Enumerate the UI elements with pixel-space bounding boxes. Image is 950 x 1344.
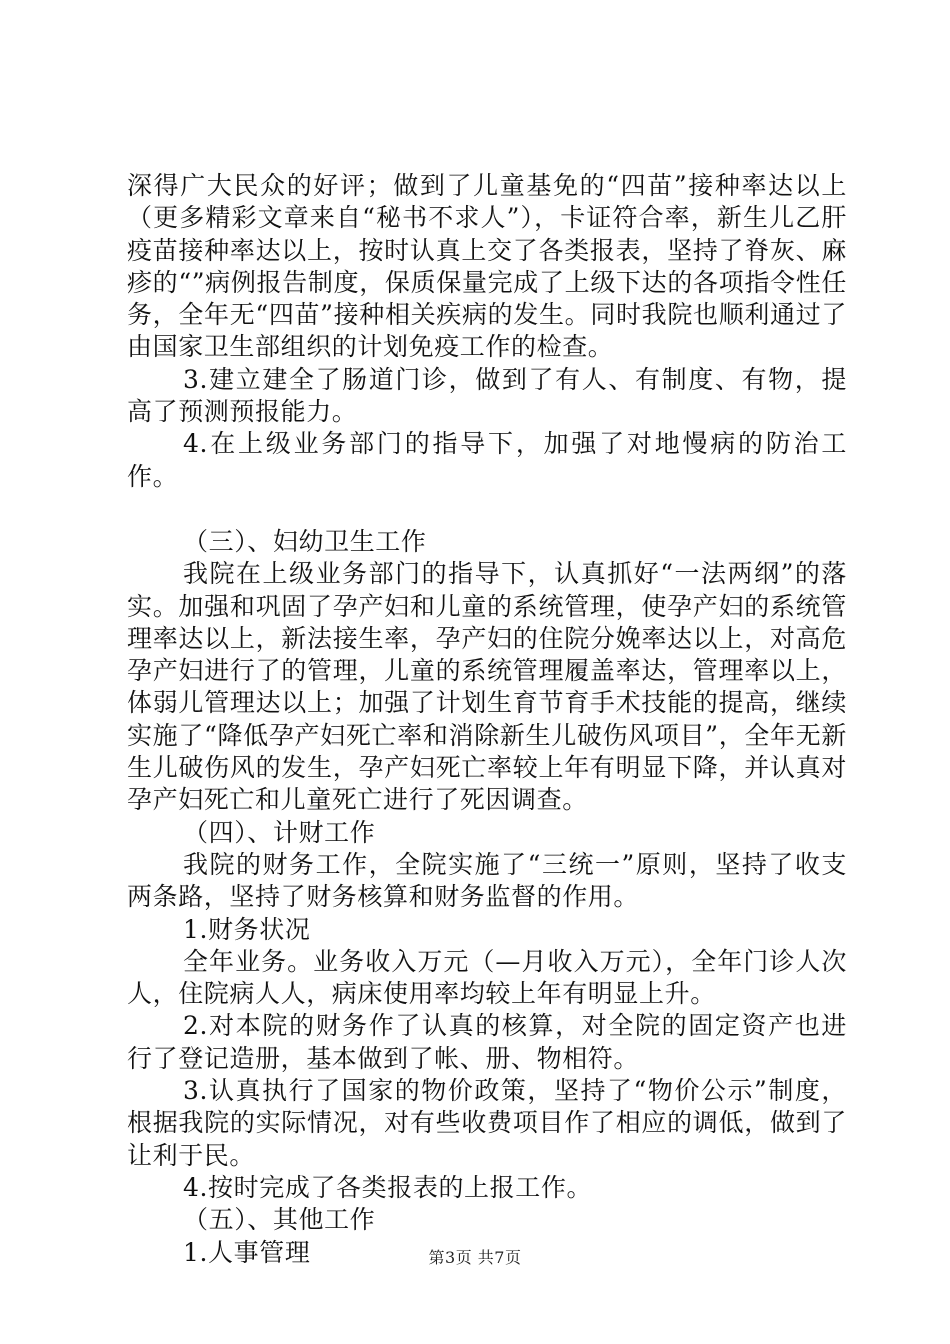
paragraph-item-2-accounting: 2.对本院的财务作了认真的核算，对全院的固定资产也进行了登记造册，基本做到了帐、册、物相符。 [127, 1011, 847, 1073]
page-footer: 第3页 共7页 [428, 1248, 522, 1267]
document-body [127, 170, 847, 1269]
paragraph-immunization-summary: 深得广大民众的好评；做到了儿童基免的“四苗”接种率达以上（更多精彩文章来自“秘书不求人”），卡证符合率，新生儿乙肝疫苗接种率达以上，按时认真上交了各类报表，坚持了脊灰、麻疹的“”病例报告制度，保质保量完成了上级下达的各项指令性任务，全年无“四苗”接种相关疾病的发生。同时我院也顺利通过了由国家卫生部组织的计划免疫工作的检查。 [127, 171, 847, 362]
subheading-financial-status: 1.财务状况 [183, 914, 311, 944]
paragraph-item-3-pricing-policy: 3.认真执行了国家的物价政策，坚持了“物价公示”制度，根据我院的实际情况，对有些收费项目作了相应的调低，做到了让利于民。 [127, 1076, 847, 1170]
paragraph-item-4-reports: 4.按时完成了各类报表的上报工作。 [183, 1172, 593, 1202]
paragraph-finance-overview: 我院的财务工作，全院实施了“三统一”原则，坚持了收支两条路，坚持了财务核算和财务监督的作用。 [127, 849, 847, 912]
paragraph-item-3-intestinal-clinic: 3.建立建全了肠道门诊，做到了有人、有制度、有物，提高了预测预报能力。 [127, 364, 847, 427]
paragraph-item-4-chronic-disease: 4.在上级业务部门的指导下，加强了对地慢病的防治工作。 [127, 429, 847, 491]
subheading-personnel-management: 1.人事管理 [183, 1237, 311, 1267]
section-heading-other-work: （五）、其他工作 [183, 1205, 376, 1235]
paragraph-maternal-child-health: 我院在上级业务部门的指导下，认真抓好“一法两纲”的落实。加强和巩固了孕产妇和儿童的系统管理，使孕产妇的系统管理率达以上，新法接生率，孕产妇的住院分娩率达以上，对高危孕产妇进行了的管理，儿童的系统管理履盖率达，管理率以上，体弱儿管理达以上；加强了计划生育节育手术技能的提高，继续实施了“降低孕产妇死亡率和消除新生儿破伤风项目”，全年无新生儿破伤风的发生，孕产妇死亡率较上年有明显下降，并认真对孕产妇死亡和儿童死亡进行了死因调查。 [127, 559, 847, 815]
paragraph-business-income: 全年业务。业务收入万元（—月收入万元），全年门诊人次人，住院病人人，病床使用率均较上年有明显上升。 [127, 946, 847, 1009]
section-heading-finance: （四）、计财工作 [183, 817, 376, 847]
section-heading-maternal-child-health: （三）、妇幼卫生工作 [183, 526, 427, 556]
